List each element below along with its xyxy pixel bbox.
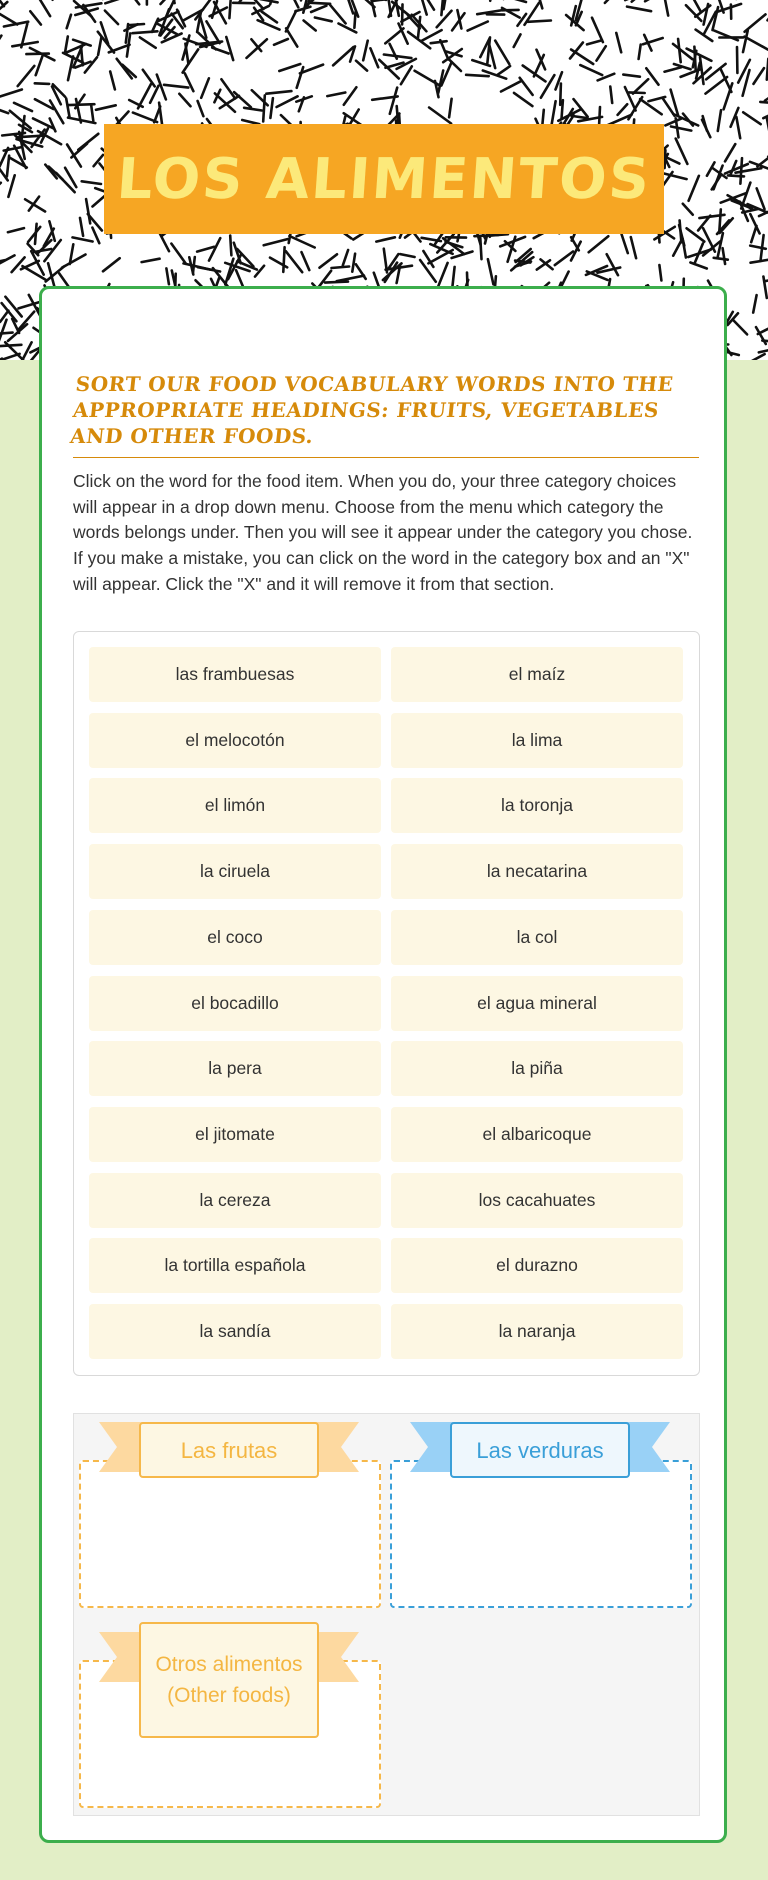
word-item[interactable]: el maíz <box>391 647 683 702</box>
otros-alimentos-label: Otros alimentos (Other foods) <box>139 1622 319 1738</box>
worksheet-card <box>39 286 727 1843</box>
frutas-drop-zone[interactable] <box>79 1460 381 1608</box>
divider <box>73 457 699 458</box>
word-item[interactable]: el agua mineral <box>391 976 683 1031</box>
verduras-label: Las verduras <box>450 1422 630 1478</box>
word-item[interactable]: la lima <box>391 713 683 768</box>
word-item[interactable]: los cacahuates <box>391 1173 683 1228</box>
word-item[interactable]: el durazno <box>391 1238 683 1293</box>
word-item[interactable]: la naranja <box>391 1304 683 1359</box>
word-item[interactable]: la necatarina <box>391 844 683 899</box>
header-banner <box>104 124 664 234</box>
word-item[interactable]: la piña <box>391 1041 683 1096</box>
word-item[interactable]: el albaricoque <box>391 1107 683 1162</box>
instruction-text: Click on the word for the food item. When you do, your three category choices will appear in a drop down menu. Choose from the menu which category the words belongs under. Then you will see it appear under the category you chose. If you make a mistake, you can click on the word in the category box and an "X" will appear. Click the "X" and it will remove it from that section. <box>73 471 693 594</box>
verduras-header <box>410 1422 670 1478</box>
word-item[interactable]: la ciruela <box>89 844 381 899</box>
instruction-title: SORT OUR FOOD VOCABULARY WORDS INTO THE APPROPRIATE HEADINGS: FRUITS, VEGETABLES AND OTHER FOODS. <box>69 372 675 448</box>
word-item[interactable]: el bocadillo <box>89 976 381 1031</box>
word-item[interactable]: el melocotón <box>89 713 381 768</box>
word-bank <box>73 631 700 1376</box>
page-title: LOS ALIMENTOS <box>114 146 654 212</box>
word-item[interactable]: el coco <box>89 910 381 965</box>
frutas-label: Las frutas <box>139 1422 319 1478</box>
word-item[interactable]: la toronja <box>391 778 683 833</box>
word-item[interactable]: el jitomate <box>89 1107 381 1162</box>
frutas-header <box>99 1422 359 1478</box>
word-item[interactable]: la sandía <box>89 1304 381 1359</box>
word-item[interactable]: las frambuesas <box>89 647 381 702</box>
word-item[interactable]: la cereza <box>89 1173 381 1228</box>
otros-alimentos-header <box>99 1622 359 1738</box>
verduras-drop-zone[interactable] <box>390 1460 692 1608</box>
word-item[interactable]: la pera <box>89 1041 381 1096</box>
word-item[interactable]: la col <box>391 910 683 965</box>
word-item[interactable]: la tortilla española <box>89 1238 381 1293</box>
word-item[interactable]: el limón <box>89 778 381 833</box>
category-area <box>73 1413 700 1816</box>
